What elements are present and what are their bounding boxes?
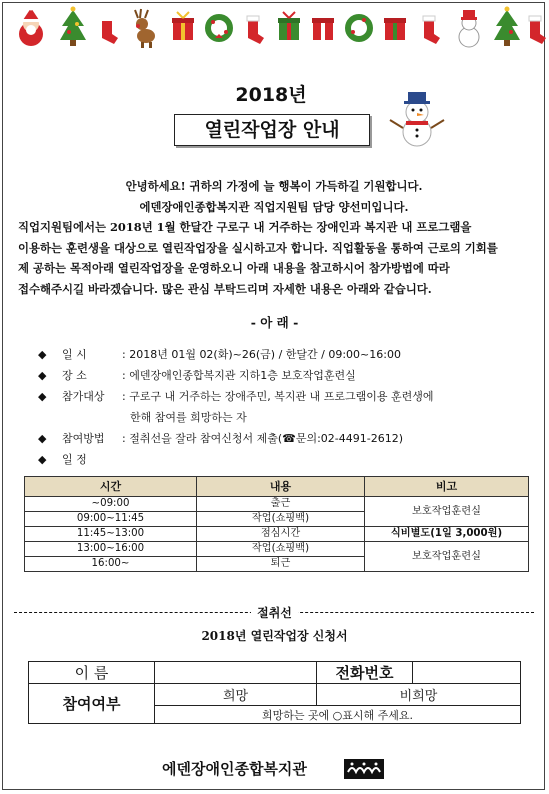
- note-cell: 보호작업훈련실: [365, 542, 529, 572]
- intro-line: 접수해주시길 바라겠습니다. 많은 관심 부탁드리며 자세한 내용은 아래와 같습니다.: [18, 281, 432, 296]
- application-title: 2018년 열린작업장 신청서: [201, 629, 348, 643]
- detail-value: : 절취선을 잘라 참여신청서 제출(☎문의:02-4491-2612): [122, 432, 403, 445]
- form-instruction: 희망하는 곳에 ○표시해 주세요.: [155, 706, 521, 724]
- diamond-bullet-icon: ◆: [38, 390, 47, 403]
- diamond-bullet-icon: ◆: [38, 453, 47, 466]
- christmas-stocking-icon: [92, 4, 122, 52]
- christmas-stocking-icon: [238, 4, 268, 52]
- organization-logo-icon: [344, 759, 384, 779]
- detail-value: : 구로구 내 거주하는 장애주민, 복지관 내 프로그램이용 훈련생에: [122, 390, 434, 403]
- table-row: [25, 527, 529, 542]
- wreath-icon: [204, 4, 234, 52]
- diamond-bullet-icon: ◆: [38, 432, 47, 445]
- christmas-tree-icon: [492, 4, 522, 52]
- name-label: 이 름: [29, 662, 155, 684]
- content-cell: 퇴근: [197, 557, 365, 572]
- application-form: [28, 661, 521, 724]
- hope-option[interactable]: 희망: [155, 684, 317, 706]
- content-cell: 작업(쇼핑백): [197, 542, 365, 557]
- diamond-bullet-icon: ◆: [38, 369, 47, 382]
- gift-box-icon: [308, 4, 338, 52]
- content-cell: 출근: [197, 497, 365, 512]
- detail-item-method: [38, 428, 433, 449]
- christmas-decoration-row: [8, 4, 542, 56]
- intro-paragraph: [18, 176, 530, 299]
- details-list: [38, 344, 433, 470]
- detail-label: 일 정: [62, 453, 87, 466]
- participation-label: 참여여부: [29, 684, 155, 724]
- cut-line-label: 절취선: [0, 604, 549, 621]
- wreath-icon: [344, 4, 374, 52]
- form-row-name: [29, 662, 521, 684]
- section-heading: - 아 래 -: [250, 315, 299, 330]
- detail-value: 한해 참여를 희망하는 자: [130, 411, 247, 424]
- snowman-icon: [386, 90, 448, 148]
- form-row-participation: [29, 684, 521, 706]
- santa-icon: [16, 4, 46, 52]
- content-cell: 점심시간: [197, 527, 365, 542]
- note-cell: 보호작업훈련실: [365, 497, 529, 527]
- time-cell: 11:45~13:00: [25, 527, 197, 542]
- column-header: 내용: [197, 477, 365, 497]
- intro-line: 이용하는 훈련생을 대상으로 열린작업장을 실시하고자 합니다. 직업활동을 통하여 근로의 기회를: [18, 240, 498, 255]
- time-cell: 13:00~16:00: [25, 542, 197, 557]
- organization-name: 에덴장애인종합복지관: [162, 760, 307, 778]
- gift-box-icon: [274, 4, 304, 52]
- time-cell: 09:00~11:45: [25, 512, 197, 527]
- phone-field[interactable]: [413, 662, 521, 684]
- note-cell: 식비별도(1일 3,000원): [365, 527, 529, 542]
- detail-item-schedule: [38, 449, 433, 470]
- detail-value: : 2018년 01월 02(화)~26(금) / 한달간 / 09:00~16:00: [122, 348, 401, 361]
- table-row: [25, 542, 529, 557]
- intro-line: 제 공하는 목적아래 열린작업장을 운영하오니 아래 내용을 참고하시어 참가방법에 따라: [18, 261, 450, 275]
- intro-line: 에덴장애인종합복지관 직업지원팀 담당 양선미입니다.: [139, 199, 409, 214]
- detail-label: 장 소: [62, 369, 87, 382]
- detail-label: 참가대상: [62, 390, 105, 403]
- christmas-stocking-icon: [414, 4, 444, 52]
- detail-item-place: [38, 365, 433, 386]
- title-block: [168, 80, 374, 150]
- gift-box-icon: [168, 4, 198, 52]
- intro-line: 안녕하세요! 귀하의 가정에 늘 행복이 가득하길 기원합니다.: [125, 179, 423, 193]
- page-title: 열린작업장 안내: [174, 114, 370, 146]
- detail-item-target-continued: [38, 407, 433, 428]
- no-hope-option[interactable]: 비희망: [317, 684, 521, 706]
- title-year: 2018년: [235, 84, 307, 106]
- reindeer-icon: [130, 4, 160, 52]
- detail-label: 참여방법: [62, 432, 105, 445]
- diamond-bullet-icon: ◆: [38, 348, 47, 361]
- detail-label: 일 시: [62, 348, 87, 361]
- detail-value: : 에덴장애인종합복지관 지하1층 보호작업훈련실: [122, 369, 356, 382]
- column-header: 비고: [365, 477, 529, 497]
- detail-item-date: [38, 344, 433, 365]
- time-cell: ~09:00: [25, 497, 197, 512]
- intro-line: 직업지원팀에서는 2018년 1월 한달간 구로구 내 거주하는 장애인과 복지관 내 프로그램을: [18, 220, 472, 234]
- content-cell: 작업(쇼핑백): [197, 512, 365, 527]
- christmas-tree-icon: [58, 4, 88, 52]
- phone-label: 전화번호: [317, 662, 413, 684]
- gift-box-icon: [380, 4, 410, 52]
- column-header: 시간: [25, 477, 197, 497]
- schedule-table: [24, 476, 529, 572]
- table-row: [25, 497, 529, 512]
- table-header-row: [25, 477, 529, 497]
- name-field[interactable]: [155, 662, 317, 684]
- detail-item-target: [38, 386, 433, 407]
- christmas-stocking-icon: [520, 4, 549, 52]
- time-cell: 16:00~: [25, 557, 197, 572]
- snowman-icon: [454, 4, 484, 52]
